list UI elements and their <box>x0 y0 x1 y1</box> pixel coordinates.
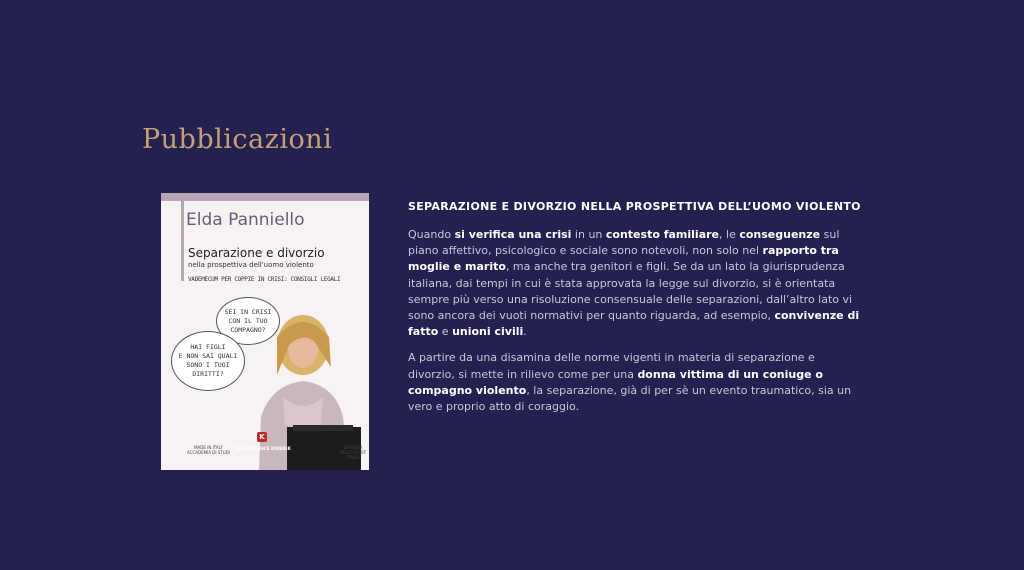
footer-right-line-2: ITALIA <box>346 455 360 460</box>
body-text: , ma anche tra genitori e figli. Se da un lato la giurisprudenza italiana, dai tempi in cui è stata approvata la legge sul divorzio, si è orientata sempre più verso una risoluzione consensuale delle separazioni, dall’altro lato vi sono ancora dei vuoti normativi per quanto riguarda, ad esempio, <box>408 260 853 323</box>
publication-title: SEPARAZIONE E DIVORZIO NELLA PROSPETTIVA DELL’UOMO VIOLENTO <box>408 200 861 213</box>
speech-bubble-children <box>171 331 245 391</box>
body-text: e <box>438 325 453 339</box>
body-text: A partire da una disamina delle norme vigenti in materia di separazione e divorzio, si mette in rilievo come per una <box>408 351 815 381</box>
cover-footer-left <box>187 445 230 455</box>
book-cover[interactable] <box>161 193 369 470</box>
bubble-2-line-1: HAI FIGLI <box>190 343 226 351</box>
footer-left-line-1: MADE IN ITALY <box>194 445 223 450</box>
bubble-1-line-2: CON IL TUO <box>228 316 268 325</box>
footer-right-line-1: OFFICINA DELLO SCRIT <box>339 445 367 455</box>
book-author: Elda Panniello <box>186 210 305 230</box>
publisher-name: CASA EDITRICE KIMERIK <box>234 446 291 451</box>
emphasis-text: donna vittima di un coniuge o compagno violento <box>408 367 823 397</box>
book-tagline: VADEMECUM PER COPPIE IN CRISI: CONSIGLI LEGALI <box>188 276 341 283</box>
cover-top-bar <box>161 193 369 201</box>
publisher-logo-icon: K <box>257 432 267 442</box>
emphasis-text: unioni civili <box>452 325 524 339</box>
cover-accent-bar <box>181 201 184 281</box>
book-title: Separazione e divorzio <box>188 246 325 260</box>
bubble-1-line-1: SEI IN CRISI <box>224 307 272 316</box>
body-text: sul piano affettivo, psicologico e sociale sono notevoli, non solo nel <box>408 228 840 258</box>
description-paragraph-1 <box>408 227 863 340</box>
emphasis-text: rapporto tra moglie e marito <box>408 244 839 274</box>
body-text: in un <box>571 228 606 241</box>
cover-footer-right <box>337 445 369 460</box>
footer-left-line-2: ACCADEMIA DI STUDI <box>187 450 230 455</box>
bubble-2-line-2: E NON SAI QUALI <box>178 352 238 360</box>
body-text: , la separazione, già di per sè un evento traumatico, sia un vero e proprio atto di coraggio. <box>408 383 852 414</box>
emphasis-text: convivenze di fatto <box>408 309 860 339</box>
body-text: , le <box>719 228 740 241</box>
book-subtitle: nella prospettiva dell'uomo violento <box>188 261 314 269</box>
publication-description <box>408 200 863 425</box>
section-title: Pubblicazioni <box>142 124 333 155</box>
body-text: . <box>523 325 527 339</box>
emphasis-text: contesto familiare <box>605 228 720 241</box>
bubble-1-line-3: COMPAGNO? <box>230 325 266 334</box>
emphasis-text: si verifica una crisi <box>454 228 572 241</box>
bubble-2-line-3: SONO I TUOI DIRITTI? <box>186 361 230 378</box>
body-text: Quando <box>408 228 455 241</box>
description-paragraph-2 <box>408 350 863 415</box>
emphasis-text: conseguenze <box>739 228 821 241</box>
